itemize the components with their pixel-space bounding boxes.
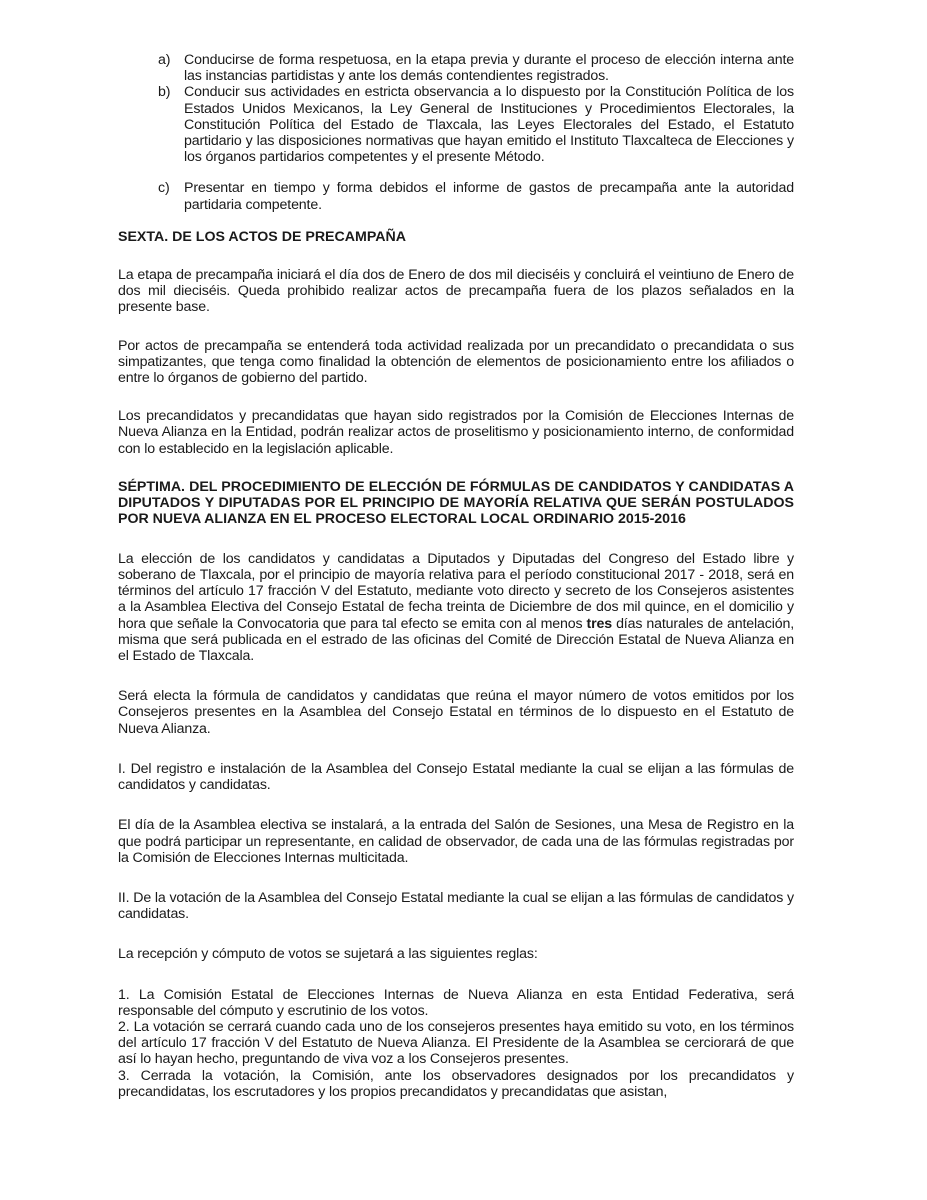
- list-item-b: [158, 84, 794, 165]
- paragraph-precampaign-acts: Por actos de precampaña se entenderá toda actividad realizada por un precandidato o precandidata o sus simpatizantes, que tenga como finalidad la obtención de elementos de posicionamiento entre los afiliados o entre lo órganos de gobierno del partido.: [118, 337, 794, 387]
- list-marker: b): [158, 84, 171, 101]
- subsection-heading-i: I. Del registro e instalación de la Asamblea del Consejo Estatal mediante la cual se elijan a las fórmulas de candidatos y candidatas.: [118, 760, 794, 794]
- list-item-c: [158, 180, 794, 212]
- paragraph-registered-precandidates: Los precandidatos y precandidatas que hayan sido registrados por la Comisión de Elecciones Internas de Nueva Alianza en la Entidad, podrán realizar actos de proselitismo y posicionamiento interno, de conformidad con lo establecido en la legislación aplicable.: [118, 408, 794, 457]
- paragraph-election: [118, 551, 794, 664]
- document-page: [118, 52, 794, 1100]
- list-item-text: Conducir sus actividades en estricta observancia a lo dispuesto por la Constitución Política de los Estados Unidos Mexicanos, la Ley General de Instituciones y Procedimientos Electorales, la Constitución Política del Estado de Tlaxcala, las Leyes Electorales del Estado, el Estatuto partidario y las disposiciones normativas que hayan emitido el Instituto Tlaxcalteca de Elecciones y los órganos partidarios competentes y el presente Método.: [184, 84, 794, 166]
- election-text-end: días naturales de antelación, misma que será publicada en el estrado de las oficinas del Comité de Dirección Estatal de Nueva Alianza en el Estado de Tlaxcala.: [118, 615, 794, 665]
- list-item-a: [158, 52, 794, 84]
- subsection-heading-ii: II. De la votación de la Asamblea del Consejo Estatal mediante la cual se elijan a las fórmulas de candidatos y candidatas.: [118, 889, 794, 923]
- paragraph-registration-desk: El día de la Asamblea electiva se instalará, a la entrada del Salón de Sesiones, una Mesa de Registro en la que podrá participar un representante, en calidad de observador, de cada una de las fórmulas registradas por la Comisión de Elecciones Internas multicitada.: [118, 817, 794, 866]
- election-text-start: La elección de los candidatos y candidatas a Diputados y Diputadas del Congreso del Estado libre y soberano de Tlaxcala, por el principio de mayoría relativa para el período constitucional 2017 - 2018, será en términos del artículo 17 fracción V del Estatuto, mediante voto directo y secreto de los Consejeros asistentes a la Asamblea Electiva del Consejo Estatal de fecha treinta de Diciembre de dos mil quince, en el domicilio y hora que señale la Convocatoria que para tal efecto se emita con al menos: [118, 550, 794, 632]
- paragraph-elected-formula: Será electa la fórmula de candidatos y candidatas que reúna el mayor número de votos emitidos por los Consejeros presentes en la Asamblea del Consejo Estatal en términos de lo dispuesto en el Estatuto de Nueva Alianza.: [118, 688, 794, 737]
- rule-item-2: 2. La votación se cerrará cuando cada uno de los consejeros presentes haya emitido su voto, en los términos del artículo 17 fracción V del Estatuto de Nueva Alianza. El Presidente de la Asamblea se cerciorará de que así lo hayan hecho, preguntando de viva voz a los Consejeros presentes.: [118, 1018, 794, 1068]
- rule-item-3: 3. Cerrada la votación, la Comisión, ante los observadores designados por los precandidatos y precandidatas, los escrutadores y los propios precandidatos y precandidatas que asistan,: [118, 1067, 794, 1100]
- rule-item-1: 1. La Comisión Estatal de Elecciones Internas de Nueva Alianza en esta Entidad Federativa, será responsable del cómputo y escrutinio de los votos.: [118, 986, 794, 1019]
- list-marker: c): [158, 180, 170, 197]
- section-heading-sexta: SEXTA. DE LOS ACTOS DE PRECAMPAÑA: [118, 228, 406, 245]
- list-item-text: Presentar en tiempo y forma debidos el informe de gastos de precampaña ante la autoridad partidaria competente.: [184, 180, 794, 213]
- paragraph-rules-intro: La recepción y cómputo de votos se sujetará a las siguientes reglas:: [118, 946, 538, 963]
- list-item-text: Conducirse de forma respetuosa, en la etapa previa y durante el proceso de elección interna ante las instancias partidistas y ante los demás contendientes registrados.: [184, 52, 794, 85]
- election-text-bold: tres: [586, 615, 612, 632]
- list-marker: a): [158, 52, 171, 68]
- paragraph-precampaign-period: La etapa de precampaña iniciará el día dos de Enero de dos mil dieciséis y concluirá el veintiuno de Enero de dos mil dieciséis. Queda prohibido realizar actos de precampaña fuera de los plazos señalados en la presente base.: [118, 267, 794, 316]
- section-heading-septima: SÉPTIMA. DEL PROCEDIMIENTO DE ELECCIÓN DE FÓRMULAS DE CANDIDATOS Y CANDIDATAS A DIPUTADOS Y DIPUTADAS POR EL PRINCIPIO DE MAYORÍA RELATIVA QUE SERÁN POSTULADOS POR NUEVA ALIANZA EN EL PROCESO ELECTORAL LOCAL ORDINARIO 2015-2016: [118, 478, 794, 527]
